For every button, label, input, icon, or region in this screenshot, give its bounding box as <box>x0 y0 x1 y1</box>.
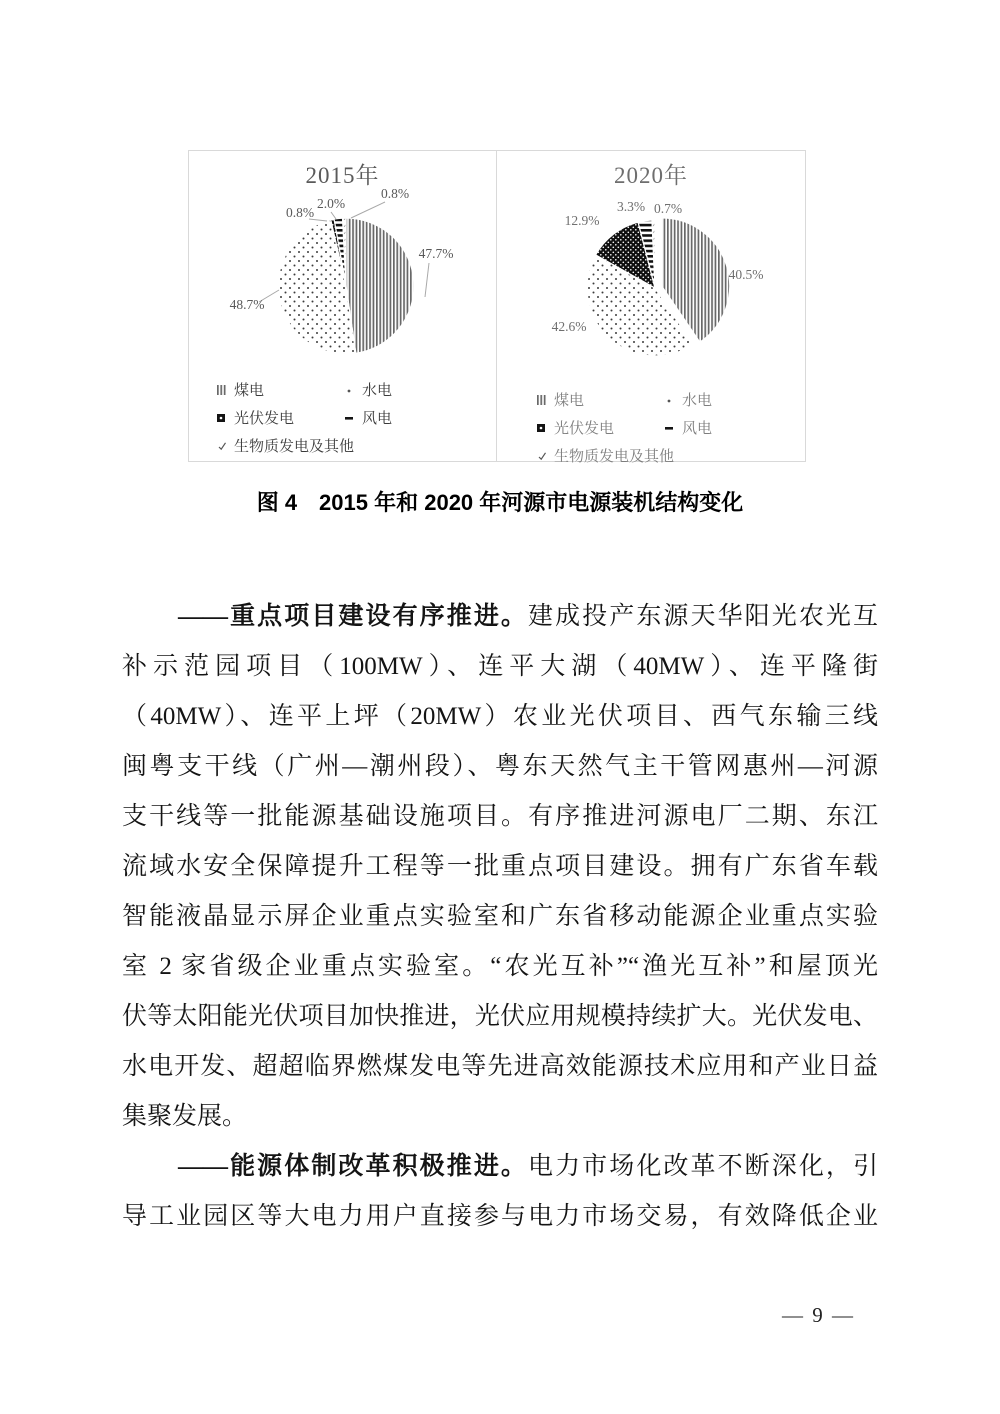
pie-percent-label: 48.7% <box>229 297 265 313</box>
text-line: 导工业园区等大电力用户直接参与电力市场交易，有效降低企业 <box>122 1203 878 1230</box>
text-line: 智能液晶显示屏企业重点实验室和广东省移动能源企业重点实验 <box>122 903 878 930</box>
label-leader-line <box>331 212 336 219</box>
legend-label: 光伏发电 <box>234 410 295 427</box>
legend-marker-hydro-icon <box>665 395 676 405</box>
pie-percent-label: 0.8% <box>380 186 410 202</box>
pie-percent-label: 3.3% <box>616 199 646 215</box>
text-line: 补示范园项目（100MW）、连平大湖（40MW）、连平隆街 <box>122 653 878 680</box>
legend-marker-coal-icon <box>537 395 548 405</box>
figure-caption: 图 4 2015 年和 2020 年河源市电源装机结构变化 <box>256 490 744 515</box>
legend-item <box>217 407 345 428</box>
page-number: — 9 — <box>782 1303 855 1327</box>
text-line: ——能源体制改革积极推进。电力市场化改革不断深化，引 <box>178 1153 878 1180</box>
legend-item <box>665 389 712 410</box>
legend-label: 水电 <box>682 392 713 409</box>
legend-label: 风电 <box>362 410 393 427</box>
legend-item <box>537 445 675 466</box>
legend-item <box>345 379 392 400</box>
legend-item <box>537 417 665 438</box>
text-line: 水电开发、超超临界燃煤发电等先进高效能源技术应用和产业日益 <box>122 1053 878 1080</box>
pie-percent-label: 40.5% <box>728 267 764 283</box>
text-line: 伏等太阳能光伏项目加快推进，光伏应用规模持续扩大。光伏发电、 <box>122 1003 878 1030</box>
label-leader-line <box>425 263 429 297</box>
text-line: ——重点项目建设有序推进。建成投产东源天华阳光农光互 <box>178 603 878 630</box>
pie-chart-2015 <box>189 151 497 461</box>
legend-label: 水电 <box>362 382 393 399</box>
legend-item <box>217 435 355 456</box>
pie-percent-label: 12.9% <box>564 213 600 229</box>
legend-item <box>537 389 665 410</box>
text-line: （40MW）、连平上坪（20MW）农业光伏项目、西气东输三线 <box>122 703 878 730</box>
pie-chart-2020 <box>497 151 805 465</box>
figure-4-panel <box>188 150 806 465</box>
legend-marker-coal-icon <box>217 385 228 395</box>
body-text <box>122 592 878 1242</box>
pie-slice-coal <box>346 218 414 353</box>
legend-label: 生物质发电及其他 <box>234 438 355 455</box>
pie-percent-label: 47.7% <box>418 246 454 262</box>
legend-label: 风电 <box>682 420 713 437</box>
text-line: 集聚发展。 <box>122 1103 248 1130</box>
pie-percent-label: 0.8% <box>285 205 315 221</box>
pie-percent-label: 0.7% <box>653 201 683 217</box>
chart-title-2015: 2015年 <box>305 163 380 188</box>
text-line: 支干线等一批能源基础设施项目。有序推进河源电厂二期、东江 <box>122 803 878 830</box>
legend-item <box>665 417 712 438</box>
legend-marker-solar-icon <box>217 413 228 423</box>
text-line: 闽粤支干线（广州—潮州段）、粤东天然气主干管网惠州—河源 <box>122 753 878 780</box>
label-leader-line <box>351 202 385 218</box>
legend-label: 生物质发电及其他 <box>554 448 675 465</box>
text-line: 室 2 家省级企业重点实验室。“农光互补”“渔光互补”和屋顶光 <box>122 953 878 980</box>
legend-marker-wind-icon <box>345 413 356 423</box>
legend-marker-bio-icon <box>217 441 228 451</box>
chart-title-2020: 2020年 <box>614 163 688 188</box>
legend-marker-wind-icon <box>665 423 676 433</box>
legend-label: 光伏发电 <box>554 420 615 437</box>
legend-label: 煤电 <box>554 392 585 409</box>
legend-marker-bio-icon <box>537 451 548 461</box>
legend-marker-solar-icon <box>537 423 548 433</box>
text-line: 流域水安全保障提升工程等一批重点项目建设。拥有广东省车载 <box>122 853 878 880</box>
pie-percent-label: 2.0% <box>316 196 346 212</box>
legend-item <box>217 379 345 400</box>
legend-2020 <box>537 389 712 466</box>
legend-2015 <box>217 379 392 456</box>
pie-percent-label: 42.6% <box>551 319 587 335</box>
legend-item <box>345 407 392 428</box>
legend-marker-hydro-icon <box>345 385 356 395</box>
legend-label: 煤电 <box>234 382 265 399</box>
